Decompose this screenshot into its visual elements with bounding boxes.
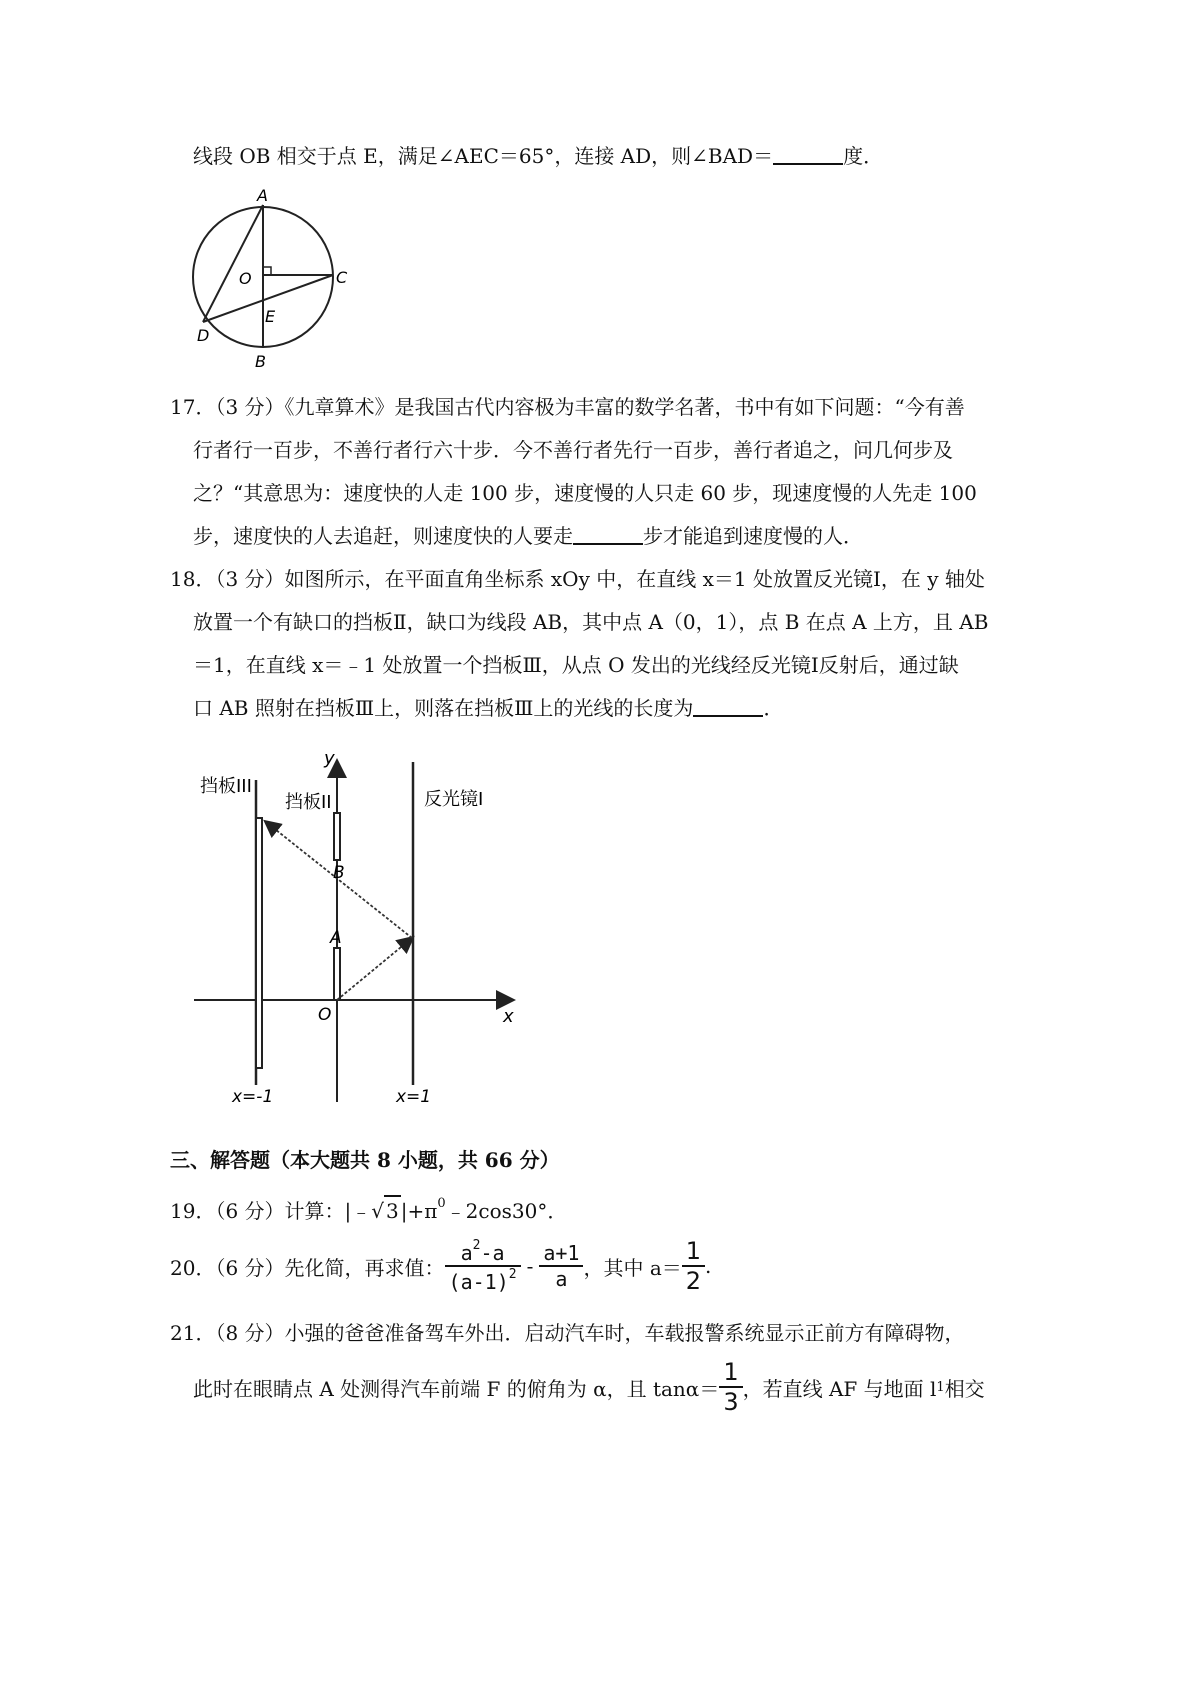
q19-abs-left: |﹣ [344,1199,372,1223]
label-a: A [257,186,268,205]
q21-subscript: 1 [936,1379,945,1395]
q20-f1-num [445,1238,521,1265]
q21-line2-end: 相交 [944,1376,985,1401]
q17-blank [573,525,643,545]
q20-f1-den-base: (a-1) [448,1270,509,1294]
ray-incident [337,938,412,1000]
q17-last-pre: 步，速度快的人去追赶，则速度快的人要走 [193,524,573,548]
q21-line-2 [193,1358,985,1416]
q20-val-num: 1 [685,1237,702,1265]
q20-fraction-2 [539,1241,583,1291]
q17-line-4 [193,522,863,550]
label-y: y [324,748,335,769]
label-board-2: 挡板II [285,792,332,813]
mirror-figure [190,730,530,1120]
q20-pre: 20．（6 分）先化简，再求值： [170,1255,445,1280]
q18-line-4 [193,694,783,722]
q20-f1-den-exp: 2 [508,1267,517,1282]
q16-blank [773,145,843,165]
label-d: D [197,326,210,345]
q18-line-3: ＝1，在直线 x＝﹣1 处放置一个挡板Ⅲ，从点 O 发出的光线经反光镜Ⅰ反射后，通过缺 [193,653,959,677]
q20-end: . [705,1254,712,1278]
q18-line-2: 放置一个有缺口的挡板Ⅱ，缺口为线段 AB，其中点 A（0，1），点 B 在点 A 上方，且 AB [193,610,989,634]
sqrt-sign: √ [371,1199,385,1223]
label-o: O [239,269,252,288]
q19-rest: ﹣2cos30°． [445,1199,568,1223]
q18-blank [693,697,763,717]
board-2-lower [334,948,340,1000]
q20-f2-num: a+1 [543,1241,580,1265]
q21-tan-fraction [719,1358,742,1416]
q21-line2-pre: 此时在眼睛点 A 处测得汽车前端 F 的俯角为 α，且 tanα＝ [193,1376,720,1401]
q20-f1-num-rest: -a [480,1241,505,1265]
label-b: B [255,352,266,371]
label-board-3: 挡板III [200,776,252,797]
q19-radicand: 3 [384,1195,401,1225]
section-3-heading: 三、解答题（本大题共 8 小题，共 66 分） [170,1148,560,1172]
q17-line-3: 之？“其意思为：速度快的人走 100 步，速度慢的人只走 60 步，现速度慢的人先走 100 [193,481,977,505]
q20-f1-den [445,1265,521,1294]
q19-text [170,1190,567,1225]
q17-line-2: 行者行一百步，不善行者行六十步．今不善行者先行一百步，善行者追之，问几何步及 [193,438,953,462]
q20-f1-num-base: a [460,1241,473,1265]
q18-line-1: 18．（3 分）如图所示，在平面直角坐标系 xOy 中，在直线 x＝1 处放置反光镜Ⅰ，在 y 轴处 [170,567,985,591]
label-a: A [330,928,342,948]
q20-val-den: 2 [682,1265,705,1295]
q20-f1-num-exp: 2 [472,1238,481,1253]
q17-last-post: 步才能追到速度慢的人． [643,524,863,548]
q21-tan-den: 3 [719,1386,742,1416]
q21-line-1: 21．（8 分）小强的爸爸准备驾车外出．启动汽车时，车载报警系统显示正前方有障碍物， [170,1321,965,1345]
label-o: O [318,1005,332,1025]
q18-last-post: ． [763,696,784,720]
right-angle-mark [263,267,271,275]
label-b: B [333,863,345,883]
board-3 [256,818,262,1068]
label-mirror: 反光镜I [424,789,484,810]
label-x: x [503,1006,514,1027]
q19-pi-exp: 0 [437,1196,446,1211]
label-x-neg1: x=-1 [232,1087,274,1107]
q20-f2-den: a [539,1265,583,1291]
board-2-upper [334,813,340,860]
label-x-1: x=1 [396,1087,432,1107]
q19-abs-right: |+π [400,1199,438,1223]
q20-text [170,1237,711,1295]
q18-last-pre: 口 AB 照射在挡板Ⅲ上，则落在挡板Ⅲ上的光线的长度为 [193,696,694,720]
label-c: C [336,268,348,287]
q16-line-end: 度． [843,144,884,168]
q21-tan-num: 1 [723,1358,739,1386]
q20-value-fraction [682,1237,705,1295]
q20-fraction-1 [445,1238,521,1294]
q16-text [193,142,883,170]
q19-pre: 19．（6 分）计算： [170,1199,345,1223]
q16-line: 线段 OB 相交于点 E，满足∠AEC＝65°，连接 AD，则∠BAD＝ [193,144,774,168]
q17-line-1: 17．（3 分）《九章算术》是我国古代内容极为丰富的数学名著，书中有如下问题：“今有善 [170,395,965,419]
q20-minus: - [526,1254,534,1278]
q20-mid: ，其中 a＝ [583,1255,682,1280]
circle-figure [185,185,365,375]
label-e: E [265,307,276,326]
q21-line2-post: ，若直线 AF 与地面 l [742,1376,937,1401]
